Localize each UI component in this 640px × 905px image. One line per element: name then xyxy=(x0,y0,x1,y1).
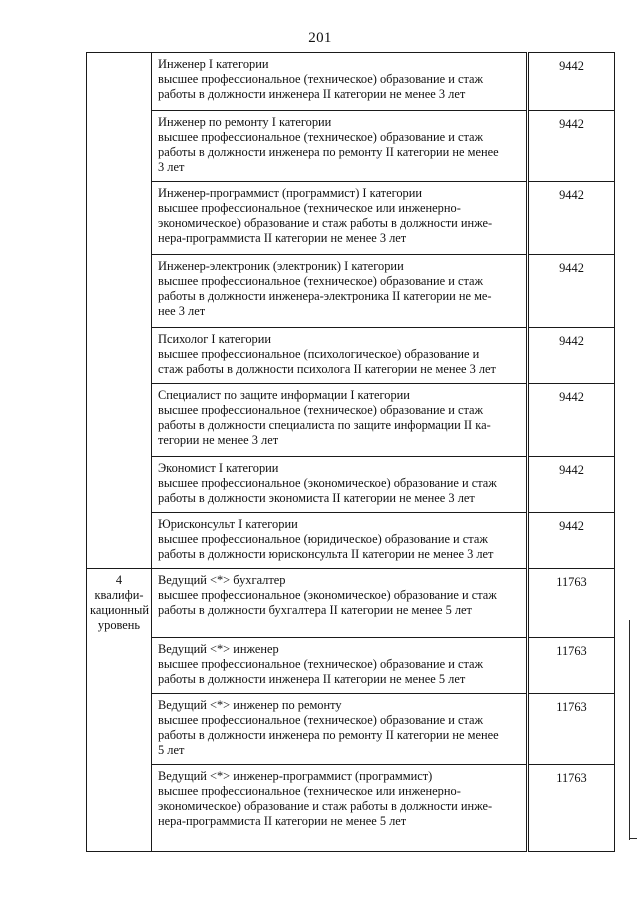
position-description-cell xyxy=(152,513,528,569)
position-requirement-line: экономическое) образование и стаж работы в должности инже- xyxy=(158,216,493,230)
position-requirement-line: нера-программиста II категории не менее 3 лет xyxy=(158,231,407,245)
position-requirement-line: работы в должности инженера II категории не менее 3 лет xyxy=(158,87,466,101)
position-title: Специалист по защите информации I категории xyxy=(158,388,410,402)
position-requirement-line: нее 3 лет xyxy=(158,304,206,318)
table-row xyxy=(87,457,615,513)
position-requirement-line: высшее профессиональное (экономическое) образование и стаж xyxy=(158,588,497,602)
position-requirement-line: работы в должности экономиста II категории не менее 3 лет xyxy=(158,491,475,505)
salary-value: 9442 xyxy=(528,384,615,457)
salary-value: 9442 xyxy=(528,513,615,569)
position-requirement-line: работы в должности инженера по ремонту II категории не менее xyxy=(158,727,499,742)
position-requirement-line: высшее профессиональное (техническое) образование и стаж xyxy=(158,72,484,86)
position-title: Ведущий <*> инженер-программист (программист) xyxy=(158,768,433,783)
qualification-level-cell xyxy=(87,764,152,851)
position-title: Ведущий <*> инженер по ремонту xyxy=(158,697,342,712)
position-requirement-line: работы в должности специалиста по защите информации II ка- xyxy=(158,418,491,432)
table-row xyxy=(87,693,615,764)
position-requirement-line: работы в должности юрисконсульта II категории не менее 3 лет xyxy=(158,547,494,561)
position-requirement-line: высшее профессиональное (юридическое) образование и стаж xyxy=(158,532,488,546)
table-row xyxy=(87,255,615,328)
position-description-cell xyxy=(152,255,528,328)
table-row xyxy=(87,111,615,182)
position-title: Ведущий <*> инженер xyxy=(158,641,279,656)
salary-value: 9442 xyxy=(528,111,615,182)
position-requirement-line: стаж работы в должности психолога II категории не менее 3 лет xyxy=(158,362,496,376)
position-requirement-line: высшее профессиональное (техническое или инженерно- xyxy=(158,783,461,798)
position-requirement-line: экономическое) образование и стаж работы в должности инже- xyxy=(158,798,493,813)
position-requirement-line: работы в должности инженера по ремонту II категории не менее xyxy=(158,145,499,159)
position-description-cell xyxy=(152,328,528,384)
position-requirement-line: работы в должности инженера-электроника II категории не ме- xyxy=(158,289,492,303)
position-title: Инженер I категории xyxy=(158,57,269,71)
salary-value: 11763 xyxy=(528,693,615,764)
salary-value: 11763 xyxy=(528,569,615,638)
position-requirement-line: 3 лет xyxy=(158,160,185,174)
position-requirement-line: работы в должности бухгалтера II категории не менее 5 лет xyxy=(158,603,472,617)
position-title: Ведущий <*> бухгалтер xyxy=(158,573,286,587)
salary-value: 9442 xyxy=(528,328,615,384)
salary-value: 11763 xyxy=(528,637,615,693)
position-description-cell xyxy=(152,53,528,111)
salary-table xyxy=(86,52,615,852)
qualification-level-cell xyxy=(87,457,152,513)
position-description-cell xyxy=(152,182,528,255)
position-requirement-line: высшее профессиональное (техническое) образование и стаж xyxy=(158,274,484,288)
position-description-cell xyxy=(152,384,528,457)
qualification-level-cell xyxy=(87,513,152,569)
table-row xyxy=(87,764,615,851)
position-title: Инженер-программист (программист) I категории xyxy=(158,186,423,200)
qualification-level-cell xyxy=(87,328,152,384)
salary-value: 9442 xyxy=(528,457,615,513)
qualification-level-cell xyxy=(87,182,152,255)
table-row xyxy=(87,182,615,255)
qualification-level-cell xyxy=(87,637,152,693)
table-row xyxy=(87,569,615,638)
table-row xyxy=(87,384,615,457)
position-description-cell xyxy=(152,111,528,182)
position-requirement-line: работы в должности инженера II категории не менее 5 лет xyxy=(158,671,466,686)
position-description-cell xyxy=(152,764,528,851)
position-title: Юрисконсульт I категории xyxy=(158,517,298,531)
qualification-level-cell xyxy=(87,111,152,182)
table-row xyxy=(87,328,615,384)
position-requirement-line: высшее профессиональное (техническое) образование и стаж xyxy=(158,130,484,144)
qualification-level-label: 4 квалифи- xyxy=(94,573,144,602)
position-requirement-line: высшее профессиональное (техническое или инженерно- xyxy=(158,201,461,215)
position-requirement-line: 5 лет xyxy=(158,742,185,757)
qualification-level-cell xyxy=(87,569,152,638)
position-requirement-line: высшее профессиональное (техническое) образование и стаж xyxy=(158,656,484,671)
salary-value: 9442 xyxy=(528,53,615,111)
position-requirement-line: нера-программиста II категории не менее 5 лет xyxy=(158,813,407,828)
position-title: Инженер по ремонту I категории xyxy=(158,115,332,129)
qualification-level-cell xyxy=(87,384,152,457)
position-requirement-line: высшее профессиональное (психологическое) образование и xyxy=(158,347,480,361)
page-number: 201 xyxy=(308,30,332,46)
qualification-level-cell xyxy=(87,255,152,328)
position-title: Психолог I категории xyxy=(158,332,271,346)
page-edge-mark xyxy=(629,838,637,839)
qualification-level-label: кационный xyxy=(90,603,150,617)
qualification-level-cell xyxy=(87,693,152,764)
position-description-cell xyxy=(152,457,528,513)
qualification-level-label: уровень xyxy=(97,618,141,632)
table-row xyxy=(87,53,615,111)
position-requirement-line: высшее профессиональное (техническое) образование и стаж xyxy=(158,712,484,727)
table-row xyxy=(87,637,615,693)
position-requirement-line: высшее профессиональное (техническое) образование и стаж xyxy=(158,403,484,417)
position-description-cell xyxy=(152,637,528,693)
position-description-cell xyxy=(152,693,528,764)
table-row xyxy=(87,513,615,569)
position-title: Инженер-электроник (электроник) I категории xyxy=(158,259,404,273)
position-requirement-line: высшее профессиональное (экономическое) образование и стаж xyxy=(158,476,497,490)
salary-value: 9442 xyxy=(528,255,615,328)
position-requirement-line: тегории не менее 3 лет xyxy=(158,433,279,447)
qualification-level-cell xyxy=(87,53,152,111)
position-title: Экономист I категории xyxy=(158,461,279,475)
salary-value: 11763 xyxy=(528,764,615,851)
page-edge-line xyxy=(629,620,630,840)
position-description-cell xyxy=(152,569,528,638)
salary-value: 9442 xyxy=(528,182,615,255)
